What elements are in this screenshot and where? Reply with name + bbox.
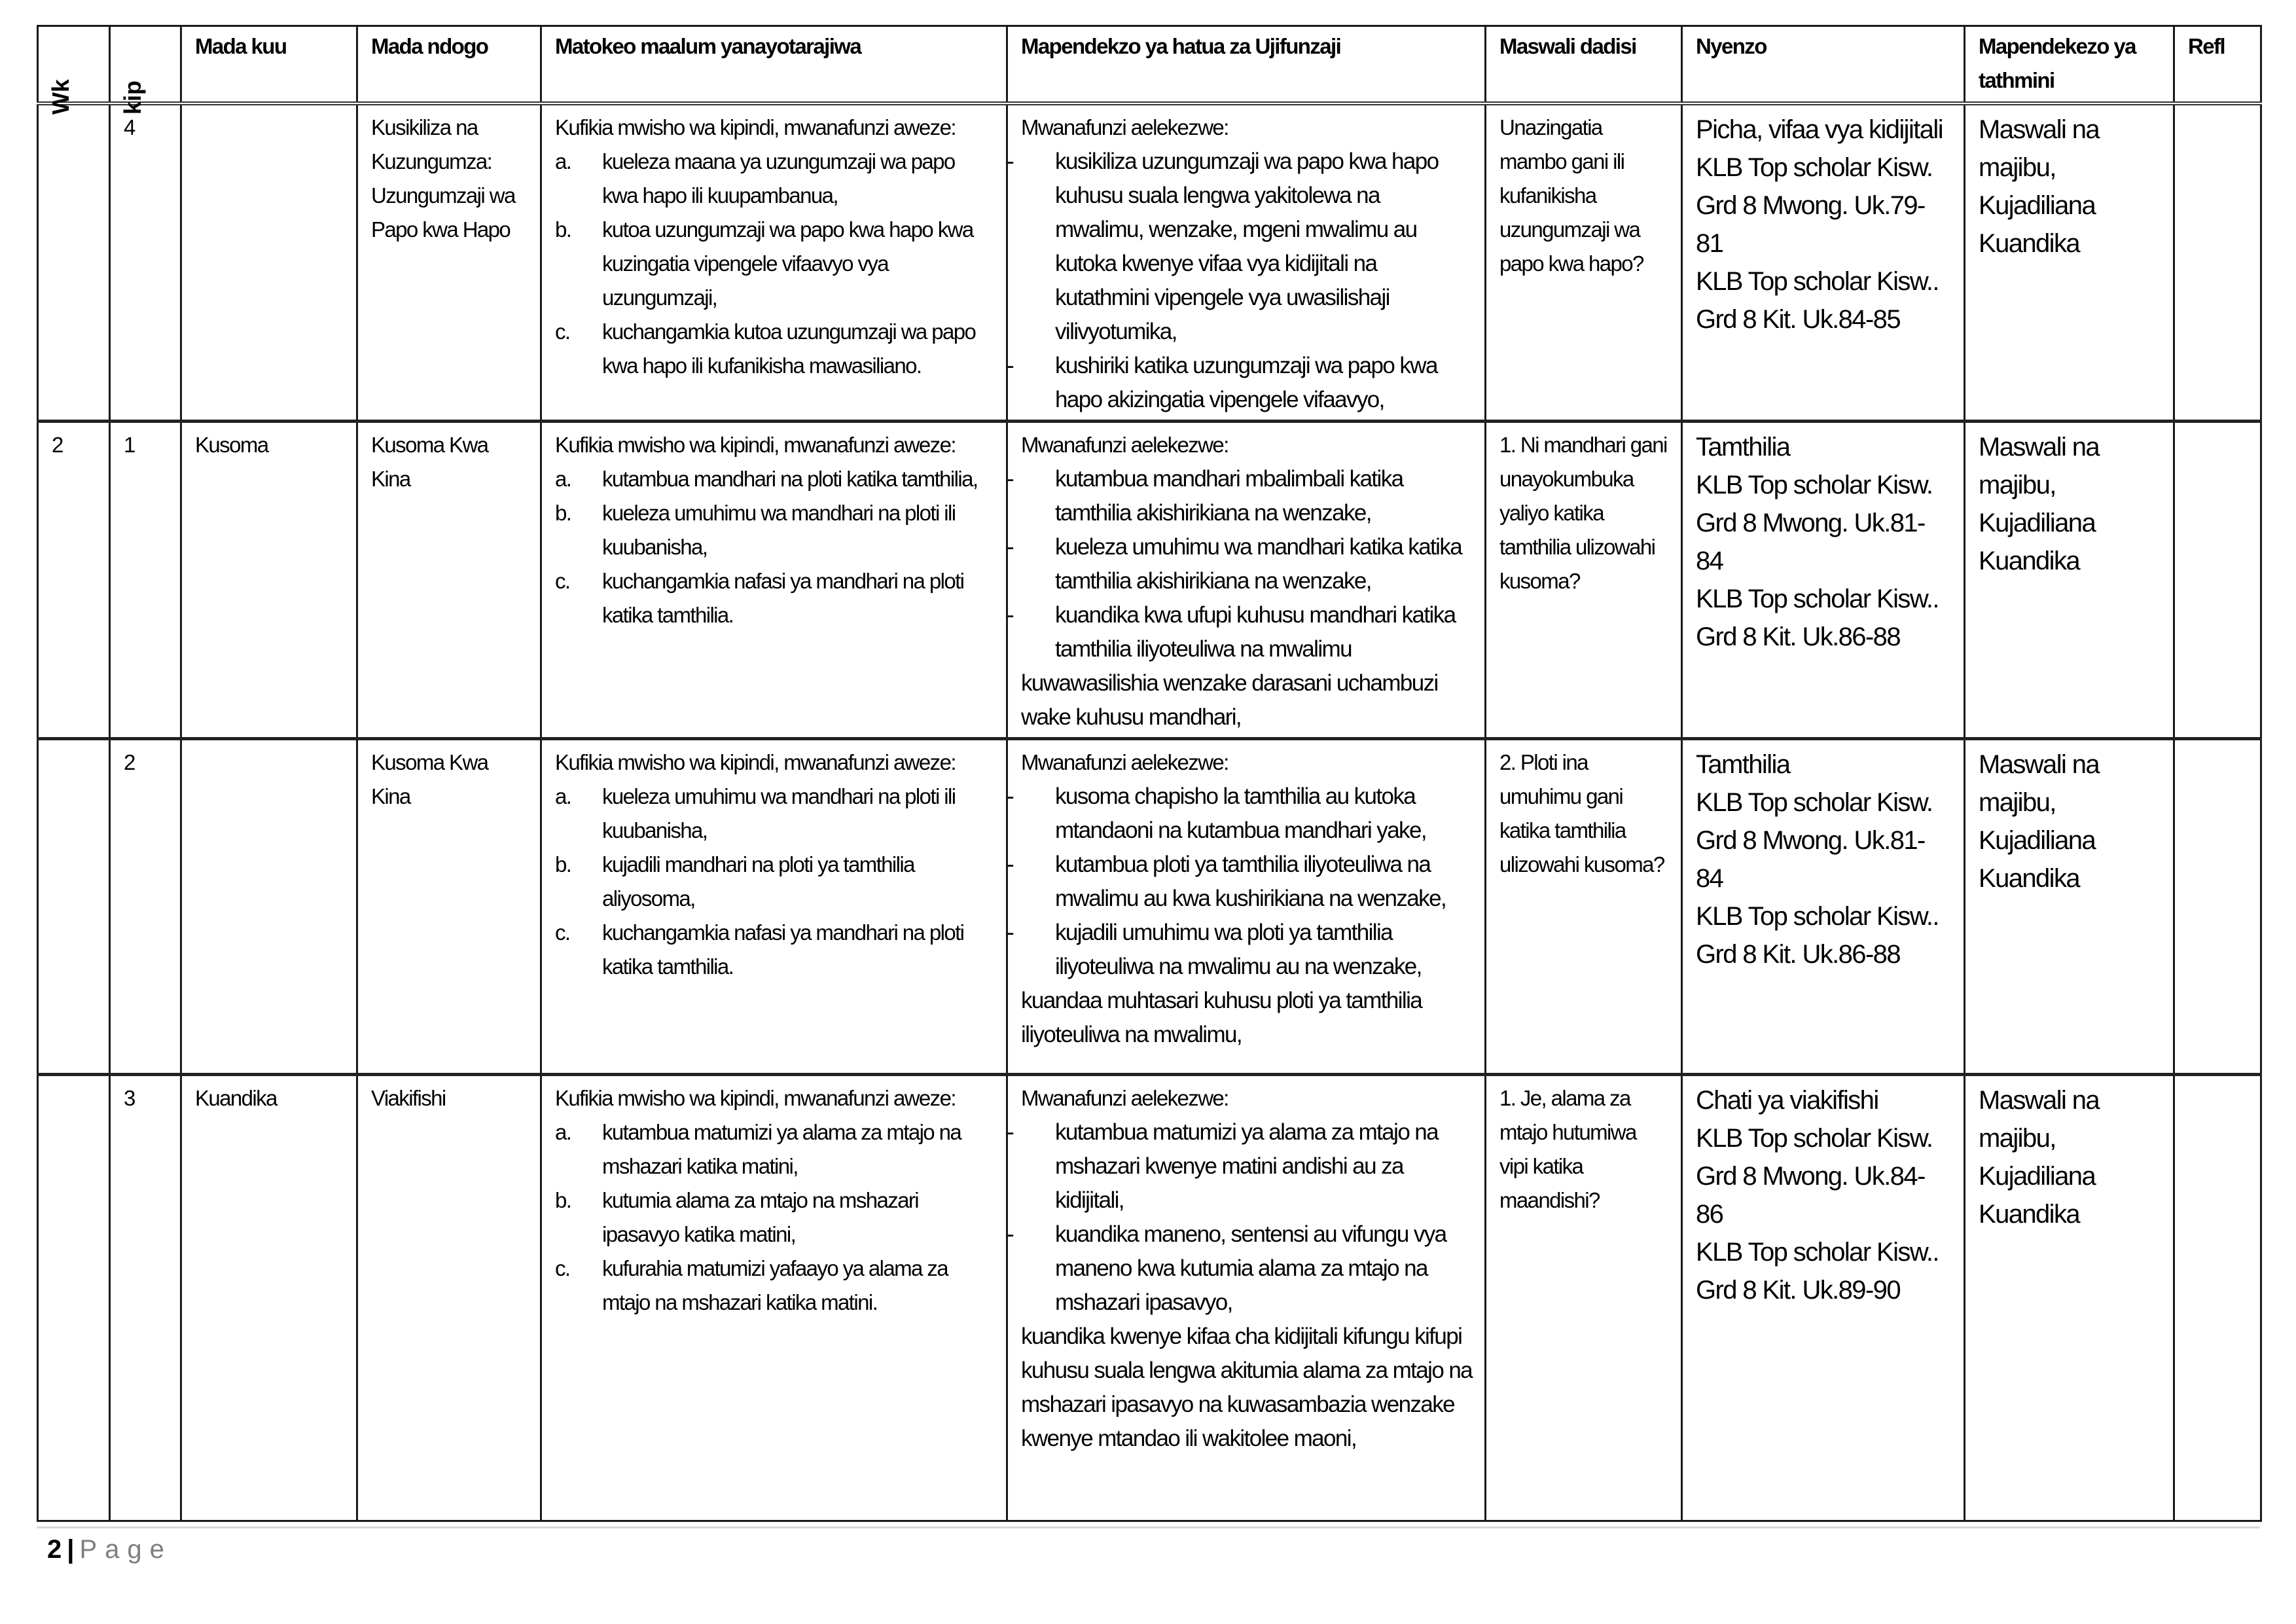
cell-nyenzo: [1682, 103, 1965, 422]
table-row: [38, 103, 2261, 422]
scheme-of-work-table: [37, 25, 2262, 1522]
outcome-text: kutambua matumizi ya alama za mtajo na mshazari katika matini,: [602, 1120, 961, 1178]
cell-matokeo: [541, 1075, 1007, 1521]
outcome-marker: b.: [555, 501, 571, 525]
cell-nyenzo: [1682, 1075, 1965, 1521]
table-header-row: [38, 26, 2261, 104]
cell-nyenzo: [1682, 422, 1965, 739]
learning-step-text: kushiriki katika uzungumzaji wa papo kwa hapo akizingatia vipengele vifaavyo,: [1055, 353, 1437, 412]
learning-step: [1007, 145, 1473, 349]
assessment-line: Kuandika: [1979, 547, 2079, 575]
learning-step: [1007, 1115, 1473, 1218]
header-kip: [110, 26, 181, 115]
outcome-item: [555, 1183, 994, 1252]
resource-line: Grd 8 Kit. Uk.86-88: [1696, 940, 1900, 969]
assessment-line: Kujadiliana: [1979, 826, 2096, 855]
resource-line: KLB Top scholar Kisw..: [1696, 267, 1939, 296]
outcomes-intro: Kufikia mwisho wa kipindi, mwanafunzi aweze:: [555, 1086, 956, 1110]
page-footer: [47, 1535, 172, 1564]
sub-topic-line: Papo kwa Hapo: [371, 217, 511, 242]
learning-step-text: kueleza umuhimu wa mandhari katika katika tamthilia akishirikiana na wenzake,: [1055, 534, 1462, 594]
assessment-line: Maswali na: [1979, 433, 2100, 461]
outcomes-list: [555, 145, 994, 383]
outcomes-intro: Kufikia mwisho wa kipindi, mwanafunzi aweze:: [555, 115, 956, 139]
outcome-item: [555, 1115, 994, 1183]
assessment-line: Kujadiliana: [1979, 509, 2096, 537]
dash-bullet-icon: ‐: [1007, 920, 1014, 945]
learning-step-text: kuandika kwa ufupi kuhusu mandhari katika tamthilia iliyoteuliwa na mwalimu: [1055, 602, 1456, 662]
resource-line: Grd 8 Mwong. Uk.84-86: [1696, 1162, 1925, 1229]
cell-tathmini: [1965, 103, 2174, 422]
outcome-marker: c.: [555, 569, 570, 593]
outcome-text: kufurahia matumizi yafaayo ya alama za mtajo na mshazari katika matini.: [602, 1256, 948, 1314]
assessment-line: majibu,: [1979, 788, 2056, 817]
assessment-line: Kujadiliana: [1979, 191, 2096, 220]
learning-step: [1007, 349, 1473, 417]
footer-separator: |: [67, 1535, 75, 1564]
outcomes-list: [555, 780, 994, 984]
outcome-item: [555, 780, 994, 848]
assessment-line: majibu,: [1979, 1124, 2056, 1153]
learning-step-text: kujadili umuhimu wa ploti ya tamthilia iliyoteuliwa na mwalimu au na wenzake,: [1055, 920, 1422, 979]
outcome-marker: a.: [555, 149, 571, 173]
assessment-line: Kuandika: [1979, 864, 2079, 893]
inquiry-question: 2. Ploti ina umuhimu gani katika tamthilia ulizowahi kusoma?: [1499, 750, 1664, 876]
cell-mada-kuu: [181, 103, 357, 422]
sub-topic-line: Kusoma Kwa: [371, 433, 488, 457]
cell-refl: [2174, 422, 2261, 739]
outcome-item: [555, 848, 994, 916]
outcome-marker: b.: [555, 217, 571, 242]
learning-tail: kuwawasilishia wenzake darasani uchambuzi wake kuhusu mandhari,: [1021, 670, 1438, 730]
cell-maswali: [1486, 103, 1682, 422]
dash-bullet-icon: ‐: [1007, 466, 1014, 492]
cell-mada-ndogo: [357, 739, 541, 1075]
outcome-text: kujadili mandhari na ploti ya tamthilia aliyosoma,: [602, 852, 914, 911]
outcome-text: kuchangamkia nafasi ya mandhari na ploti katika tamthilia.: [602, 569, 964, 627]
learning-tail: kuandaa muhtasari kuhusu ploti ya tamthilia iliyoteuliwa na mwalimu,: [1021, 988, 1422, 1047]
cell-mada-ndogo: [357, 1075, 541, 1521]
assessment-line: majibu,: [1979, 153, 2056, 182]
cell-maswali: [1486, 422, 1682, 739]
outcome-marker: a.: [555, 1120, 571, 1144]
outcome-item: [555, 145, 994, 213]
resource-line: KLB Top scholar Kisw..: [1696, 902, 1939, 931]
assessment-line: Maswali na: [1979, 115, 2100, 144]
outcomes-list: [555, 462, 994, 632]
assessment-line: Kuandika: [1979, 1200, 2079, 1229]
learning-step: [1007, 848, 1473, 916]
outcome-text: kueleza umuhimu wa mandhari na ploti ili kuubanisha,: [602, 501, 956, 559]
dash-bullet-icon: ‐: [1007, 1119, 1014, 1145]
header-matokeo: Matokeo maalum yanayotarajiwa: [541, 26, 1007, 104]
learning-steps-list: [1007, 462, 1473, 666]
header-wk: [38, 26, 110, 115]
cell-matokeo: [541, 422, 1007, 739]
cell-wk: [38, 103, 110, 422]
assessment-line: Maswali na: [1979, 750, 2100, 779]
dash-bullet-icon: ‐: [1007, 1221, 1014, 1247]
resource-line: KLB Top scholar Kisw.: [1696, 1124, 1933, 1153]
outcome-item: [555, 462, 994, 496]
outcome-text: kutumia alama za mtajo na mshazari ipasavyo katika matini,: [602, 1188, 918, 1246]
footer-divider: [37, 1526, 2260, 1528]
learning-step-text: kusikiliza uzungumzaji wa papo kwa hapo kuhusu suala lengwa yakitolewa na mwalimu, wenzake, mgeni mwalimu au kutoka kwenye vifaa vya kidijitali na kutathmini vipengele vya uwasilishaji vilivyotumika,: [1055, 149, 1439, 344]
header-mada-ndogo: Mada ndogo: [357, 26, 541, 104]
learning-step: [1007, 916, 1473, 984]
learning-intro: Mwanafunzi aelekezwe:: [1021, 433, 1229, 457]
cell-matokeo: [541, 739, 1007, 1075]
cell-tathmini: [1965, 1075, 2174, 1521]
cell-nyenzo: [1682, 739, 1965, 1075]
outcome-text: kutambua mandhari na ploti katika tamthilia,: [602, 467, 978, 491]
table-row: [38, 1075, 2261, 1521]
assessment-line: Maswali na: [1979, 1086, 2100, 1115]
sub-topic-line: Viakifishi: [371, 1086, 446, 1110]
inquiry-question: Unazingatia mambo gani ili kufanikisha uzungumzaji wa papo kwa hapo?: [1499, 115, 1643, 276]
page-label: Page: [79, 1535, 172, 1564]
cell-kip: [110, 103, 181, 422]
header-maswali-dadisi: Maswali dadisi: [1486, 26, 1682, 104]
cell-kip: [110, 739, 181, 1075]
dash-bullet-icon: ‐: [1007, 353, 1014, 378]
outcome-text: kueleza maana ya uzungumzaji wa papo kwa hapo ili kuupambanua,: [602, 149, 955, 208]
outcome-text: kuchangamkia kutoa uzungumzaji wa papo kwa hapo ili kufanikisha mawasiliano.: [602, 319, 976, 378]
resource-line: Chati ya viakifishi: [1696, 1086, 1878, 1115]
learning-step-text: kutambua matumizi ya alama za mtajo na mshazari kwenye matini andishi au za kidijitali,: [1055, 1119, 1439, 1213]
outcome-item: [555, 315, 994, 383]
sub-topic-line: Kuzungumza:: [371, 149, 492, 173]
sub-topic-line: Kina: [371, 467, 410, 491]
sub-topic-line: Kusoma Kwa: [371, 750, 488, 774]
resource-line: Grd 8 Kit. Uk.89-90: [1696, 1276, 1900, 1305]
cell-ujifunzaji: [1007, 422, 1486, 739]
resource-line: Tamthilia: [1696, 750, 1790, 779]
cell-wk: [38, 739, 110, 1075]
sub-topic-line: Kusikiliza na: [371, 115, 478, 139]
assessment-line: Kuandika: [1979, 229, 2079, 258]
cell-mada-kuu: [181, 739, 357, 1075]
table-row: [38, 422, 2261, 739]
outcome-text: kutoa uzungumzaji wa papo kwa hapo kwa kuzingatia vipengele vifaavyo vya uzungumzaji,: [602, 217, 973, 310]
resource-line: Grd 8 Kit. Uk.86-88: [1696, 623, 1900, 651]
learning-tail: kuandika kwenye kifaa cha kidijitali kifungu kifupi kuhusu suala lengwa akitumia alama za mtajo na mshazari ipasavyo na kuwasambazia wenzake kwenye mtandao ili wakitolee maoni,: [1021, 1324, 1473, 1451]
main-topic: Kusoma: [195, 433, 268, 457]
cell-maswali: [1486, 1075, 1682, 1521]
dash-bullet-icon: ‐: [1007, 602, 1014, 628]
outcome-item: [555, 564, 994, 632]
learning-intro: Mwanafunzi aelekezwe:: [1021, 115, 1229, 139]
resource-line: Grd 8 Mwong. Uk.81-84: [1696, 826, 1925, 893]
learning-step-text: kusoma chapisho la tamthilia au kutoka mtandaoni na kutambua mandhari yake,: [1055, 784, 1426, 843]
lesson-number: 2: [124, 750, 135, 774]
lesson-number: 4: [124, 115, 135, 139]
cell-kip: [110, 1075, 181, 1521]
sub-topic-line: Kina: [371, 784, 410, 808]
dash-bullet-icon: ‐: [1007, 534, 1014, 560]
resource-line: KLB Top scholar Kisw.: [1696, 471, 1933, 499]
cell-refl: [2174, 103, 2261, 422]
cell-wk: [38, 422, 110, 739]
learning-step: [1007, 1218, 1473, 1320]
resource-line: KLB Top scholar Kisw..: [1696, 585, 1939, 613]
learning-step-text: kutambua ploti ya tamthilia iliyoteuliwa na mwalimu au kwa kushirikiana na wenzake,: [1055, 852, 1446, 911]
outcome-item: [555, 213, 994, 315]
cell-mada-ndogo: [357, 422, 541, 739]
outcomes-list: [555, 1115, 994, 1320]
table-row: [38, 739, 2261, 1075]
outcome-marker: a.: [555, 784, 571, 808]
header-mada-kuu: Mada kuu: [181, 26, 357, 104]
outcome-marker: a.: [555, 467, 571, 491]
outcome-marker: b.: [555, 1188, 571, 1212]
learning-step: [1007, 780, 1473, 848]
outcome-text: kueleza umuhimu wa mandhari na ploti ili kuubanisha,: [602, 784, 956, 842]
outcome-item: [555, 496, 994, 564]
learning-intro: Mwanafunzi aelekezwe:: [1021, 1086, 1229, 1110]
learning-step: [1007, 598, 1473, 666]
lesson-number: 1: [124, 433, 135, 457]
outcome-text: kuchangamkia nafasi ya mandhari na ploti katika tamthilia.: [602, 920, 964, 979]
cell-kip: [110, 422, 181, 739]
cell-mada-ndogo: [357, 103, 541, 422]
cell-mada-kuu: [181, 422, 357, 739]
resource-line: KLB Top scholar Kisw..: [1696, 1238, 1939, 1267]
dash-bullet-icon: ‐: [1007, 149, 1014, 174]
dash-bullet-icon: ‐: [1007, 784, 1014, 809]
cell-refl: [2174, 739, 2261, 1075]
resource-line: Grd 8 Kit. Uk.84-85: [1696, 305, 1900, 334]
outcome-item: [555, 916, 994, 984]
learning-step-text: kutambua mandhari mbalimbali katika tamthilia akishirikiana na wenzake,: [1055, 466, 1403, 526]
learning-intro: Mwanafunzi aelekezwe:: [1021, 750, 1229, 774]
resource-line: KLB Top scholar Kisw.: [1696, 788, 1933, 817]
week-number: 2: [52, 433, 63, 457]
outcome-marker: c.: [555, 920, 570, 945]
assessment-line: majibu,: [1979, 471, 2056, 499]
cell-ujifunzaji: [1007, 103, 1486, 422]
inquiry-question: 1. Je, alama za mtajo hutumiwa vipi katika maandishi?: [1499, 1086, 1636, 1212]
header-mapendekezo-ujifunzaji: Mapendekzo ya hatua za Ujifunzaji: [1007, 26, 1486, 104]
learning-step-text: kuandika maneno, sentensi au vifungu vya maneno kwa kutumia alama za mtajo na mshazari ipasavyo,: [1055, 1221, 1446, 1315]
sub-topic-line: Uzungumzaji wa: [371, 183, 515, 208]
cell-tathmini: [1965, 739, 2174, 1075]
resource-line: Picha, vifaa vya kidijitali: [1696, 115, 1943, 144]
lesson-number: 3: [124, 1086, 135, 1110]
cell-wk: [38, 1075, 110, 1521]
resource-line: Grd 8 Mwong. Uk.79-81: [1696, 191, 1925, 258]
page-number: 2: [47, 1535, 62, 1564]
cell-refl: [2174, 1075, 2261, 1521]
main-topic: Kuandika: [195, 1086, 277, 1110]
cell-maswali: [1486, 739, 1682, 1075]
resource-line: Tamthilia: [1696, 433, 1790, 461]
outcome-marker: c.: [555, 1256, 570, 1280]
cell-tathmini: [1965, 422, 2174, 739]
cell-matokeo: [541, 103, 1007, 422]
cell-mada-kuu: [181, 1075, 357, 1521]
learning-steps-list: [1007, 1115, 1473, 1320]
outcome-item: [555, 1252, 994, 1320]
outcomes-intro: Kufikia mwisho wa kipindi, mwanafunzi aweze:: [555, 750, 956, 774]
header-kip-label: kip: [119, 80, 146, 115]
outcomes-intro: Kufikia mwisho wa kipindi, mwanafunzi aweze:: [555, 433, 956, 457]
assessment-line: Kujadiliana: [1979, 1162, 2096, 1191]
cell-ujifunzaji: [1007, 1075, 1486, 1521]
outcome-marker: c.: [555, 319, 570, 344]
learning-step: [1007, 530, 1473, 598]
inquiry-question: 1. Ni mandhari gani unayokumbuka yaliyo katika tamthilia ulizowahi kusoma?: [1499, 433, 1667, 593]
dash-bullet-icon: ‐: [1007, 852, 1014, 877]
outcome-marker: b.: [555, 852, 571, 876]
resource-line: KLB Top scholar Kisw.: [1696, 153, 1933, 182]
learning-step: [1007, 462, 1473, 530]
header-nyenzo: Nyenzo: [1682, 26, 1965, 104]
learning-steps-list: [1007, 780, 1473, 984]
resource-line: Grd 8 Mwong. Uk.81-84: [1696, 509, 1925, 575]
header-wk-label: Wk: [47, 79, 74, 115]
header-refl: Refl: [2174, 26, 2261, 104]
cell-ujifunzaji: [1007, 739, 1486, 1075]
learning-steps-list: [1007, 145, 1473, 417]
header-tathmini: Mapendekezo ya tathmini: [1965, 26, 2174, 104]
